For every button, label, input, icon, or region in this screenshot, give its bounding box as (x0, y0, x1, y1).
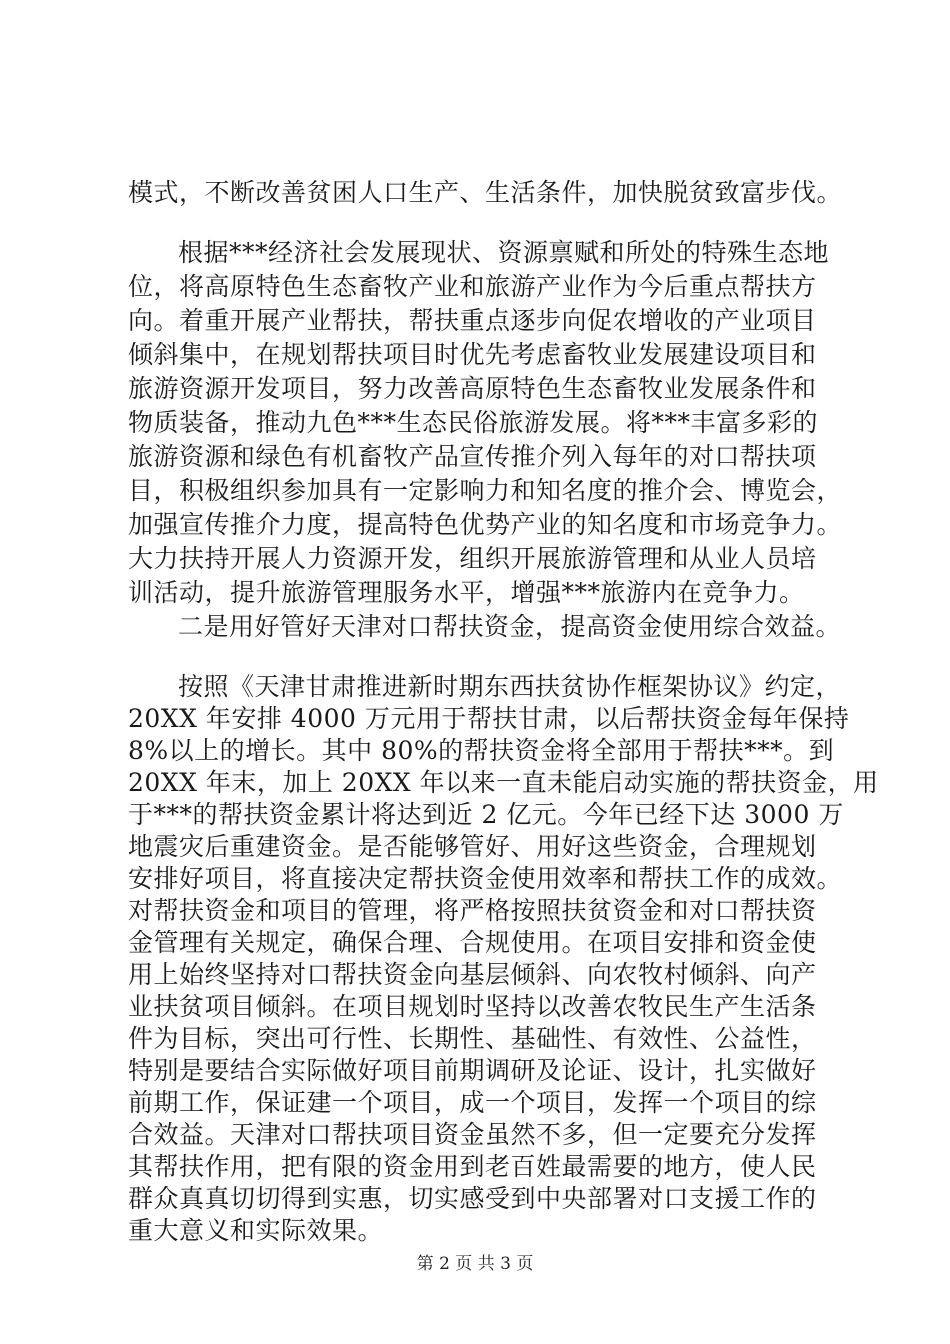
paragraph-line: 合效益。天津对口帮扶项目资金虽然不多，但一定要充分发挥 (128, 1120, 817, 1149)
paragraph-line: 物质装备，推动九色***生态民俗旅游发展。将***丰富多彩的 (128, 408, 819, 437)
paragraph-line: 位，将高原特色生态畜牧产业和旅游产业作为今后重点帮扶方 (128, 272, 817, 301)
paragraph-line: 按照《天津甘肃推进新时期东西扶贫协作框架协议》约定， (178, 672, 842, 701)
paragraph-line: 件为目标，突出可行性、长期性、基础性、有效性、公益性， (128, 1024, 817, 1053)
paragraph-line: 20XX 年安排 4000 万元用于帮扶甘肃，以后帮扶资金每年保持 (128, 704, 850, 733)
paragraph-line: 业扶贫项目倾斜。在项目规划时坚持以改善农牧民生产生活条 (128, 992, 817, 1021)
paragraph-line: 目，积极组织参加具有一定影响力和知名度的推介会、博览会， (128, 476, 843, 505)
paragraph-line: 重大意义和实际效果。 (128, 1216, 384, 1245)
paragraph-line: 于***的帮扶资金累计将达到近 2 亿元。今年已经下达 3000 万 (128, 800, 844, 829)
paragraph-line: 向。着重开展产业帮扶，帮扶重点逐步向促农增收的产业项目 (128, 306, 817, 335)
paragraph-line: 用上始终坚持对口帮扶资金向基层倾斜、向农牧村倾斜、向产 (128, 960, 817, 989)
paragraph-line: 地震灾后重建资金。是否能够管好、用好这些资金，合理规划 (128, 832, 817, 861)
paragraph-line: 旅游资源和绿色有机畜牧产品宣传推介列入每年的对口帮扶项 (128, 442, 817, 471)
paragraph-line: 倾斜集中，在规划帮扶项目时优先考虑畜牧业发展建设项目和 (128, 340, 817, 369)
paragraph-line: 模式，不断改善贫困人口生产、生活条件，加快脱贫致富步伐。 (128, 178, 843, 207)
page-footer: 第 2 页 共 3 页 (416, 1254, 534, 1274)
section-heading: 二是用好管好天津对口帮扶资金，提高资金使用综合效益。 (178, 612, 842, 641)
paragraph-line: 训活动，提升旅游管理服务水平，增强***旅游内在竞争力。 (128, 578, 805, 607)
paragraph-line: 大力扶持开展人力资源开发，组织开展旅游管理和从业人员培 (128, 544, 817, 573)
paragraph-line: 安排好项目，将直接决定帮扶资金使用效率和帮扶工作的成效。 (128, 864, 843, 893)
paragraph-line: 其帮扶作用，把有限的资金用到老百姓最需要的地方，使人民 (128, 1152, 817, 1181)
paragraph-line: 特别是要结合实际做好项目前期调研及论证、设计，扎实做好 (128, 1056, 817, 1085)
paragraph-line: 根据***经济社会发展现状、资源禀赋和所处的特殊生态地 (178, 238, 830, 267)
paragraph-line: 前期工作，保证建一个项目，成一个项目，发挥一个项目的综 (128, 1088, 817, 1117)
paragraph-line: 20XX 年末，加上 20XX 年以来一直未能启动实施的帮扶资金，用 (128, 768, 879, 797)
paragraph-line: 旅游资源开发项目，努力改善高原特色生态畜牧业发展条件和 (128, 374, 817, 403)
paragraph-line: 8%以上的增长。其中 80%的帮扶资金将全部用于帮扶***。到 (128, 736, 835, 765)
paragraph-line: 加强宣传推介力度，提高特色优势产业的知名度和市场竞争力。 (128, 510, 843, 539)
paragraph-line: 群众真真切切得到实惠，切实感受到中央部署对口支援工作的 (128, 1184, 817, 1213)
paragraph-line: 金管理有关规定，确保合理、合规使用。在项目安排和资金使 (128, 928, 817, 957)
paragraph-line: 对帮扶资金和项目的管理，将严格按照扶贫资金和对口帮扶资 (128, 896, 817, 925)
